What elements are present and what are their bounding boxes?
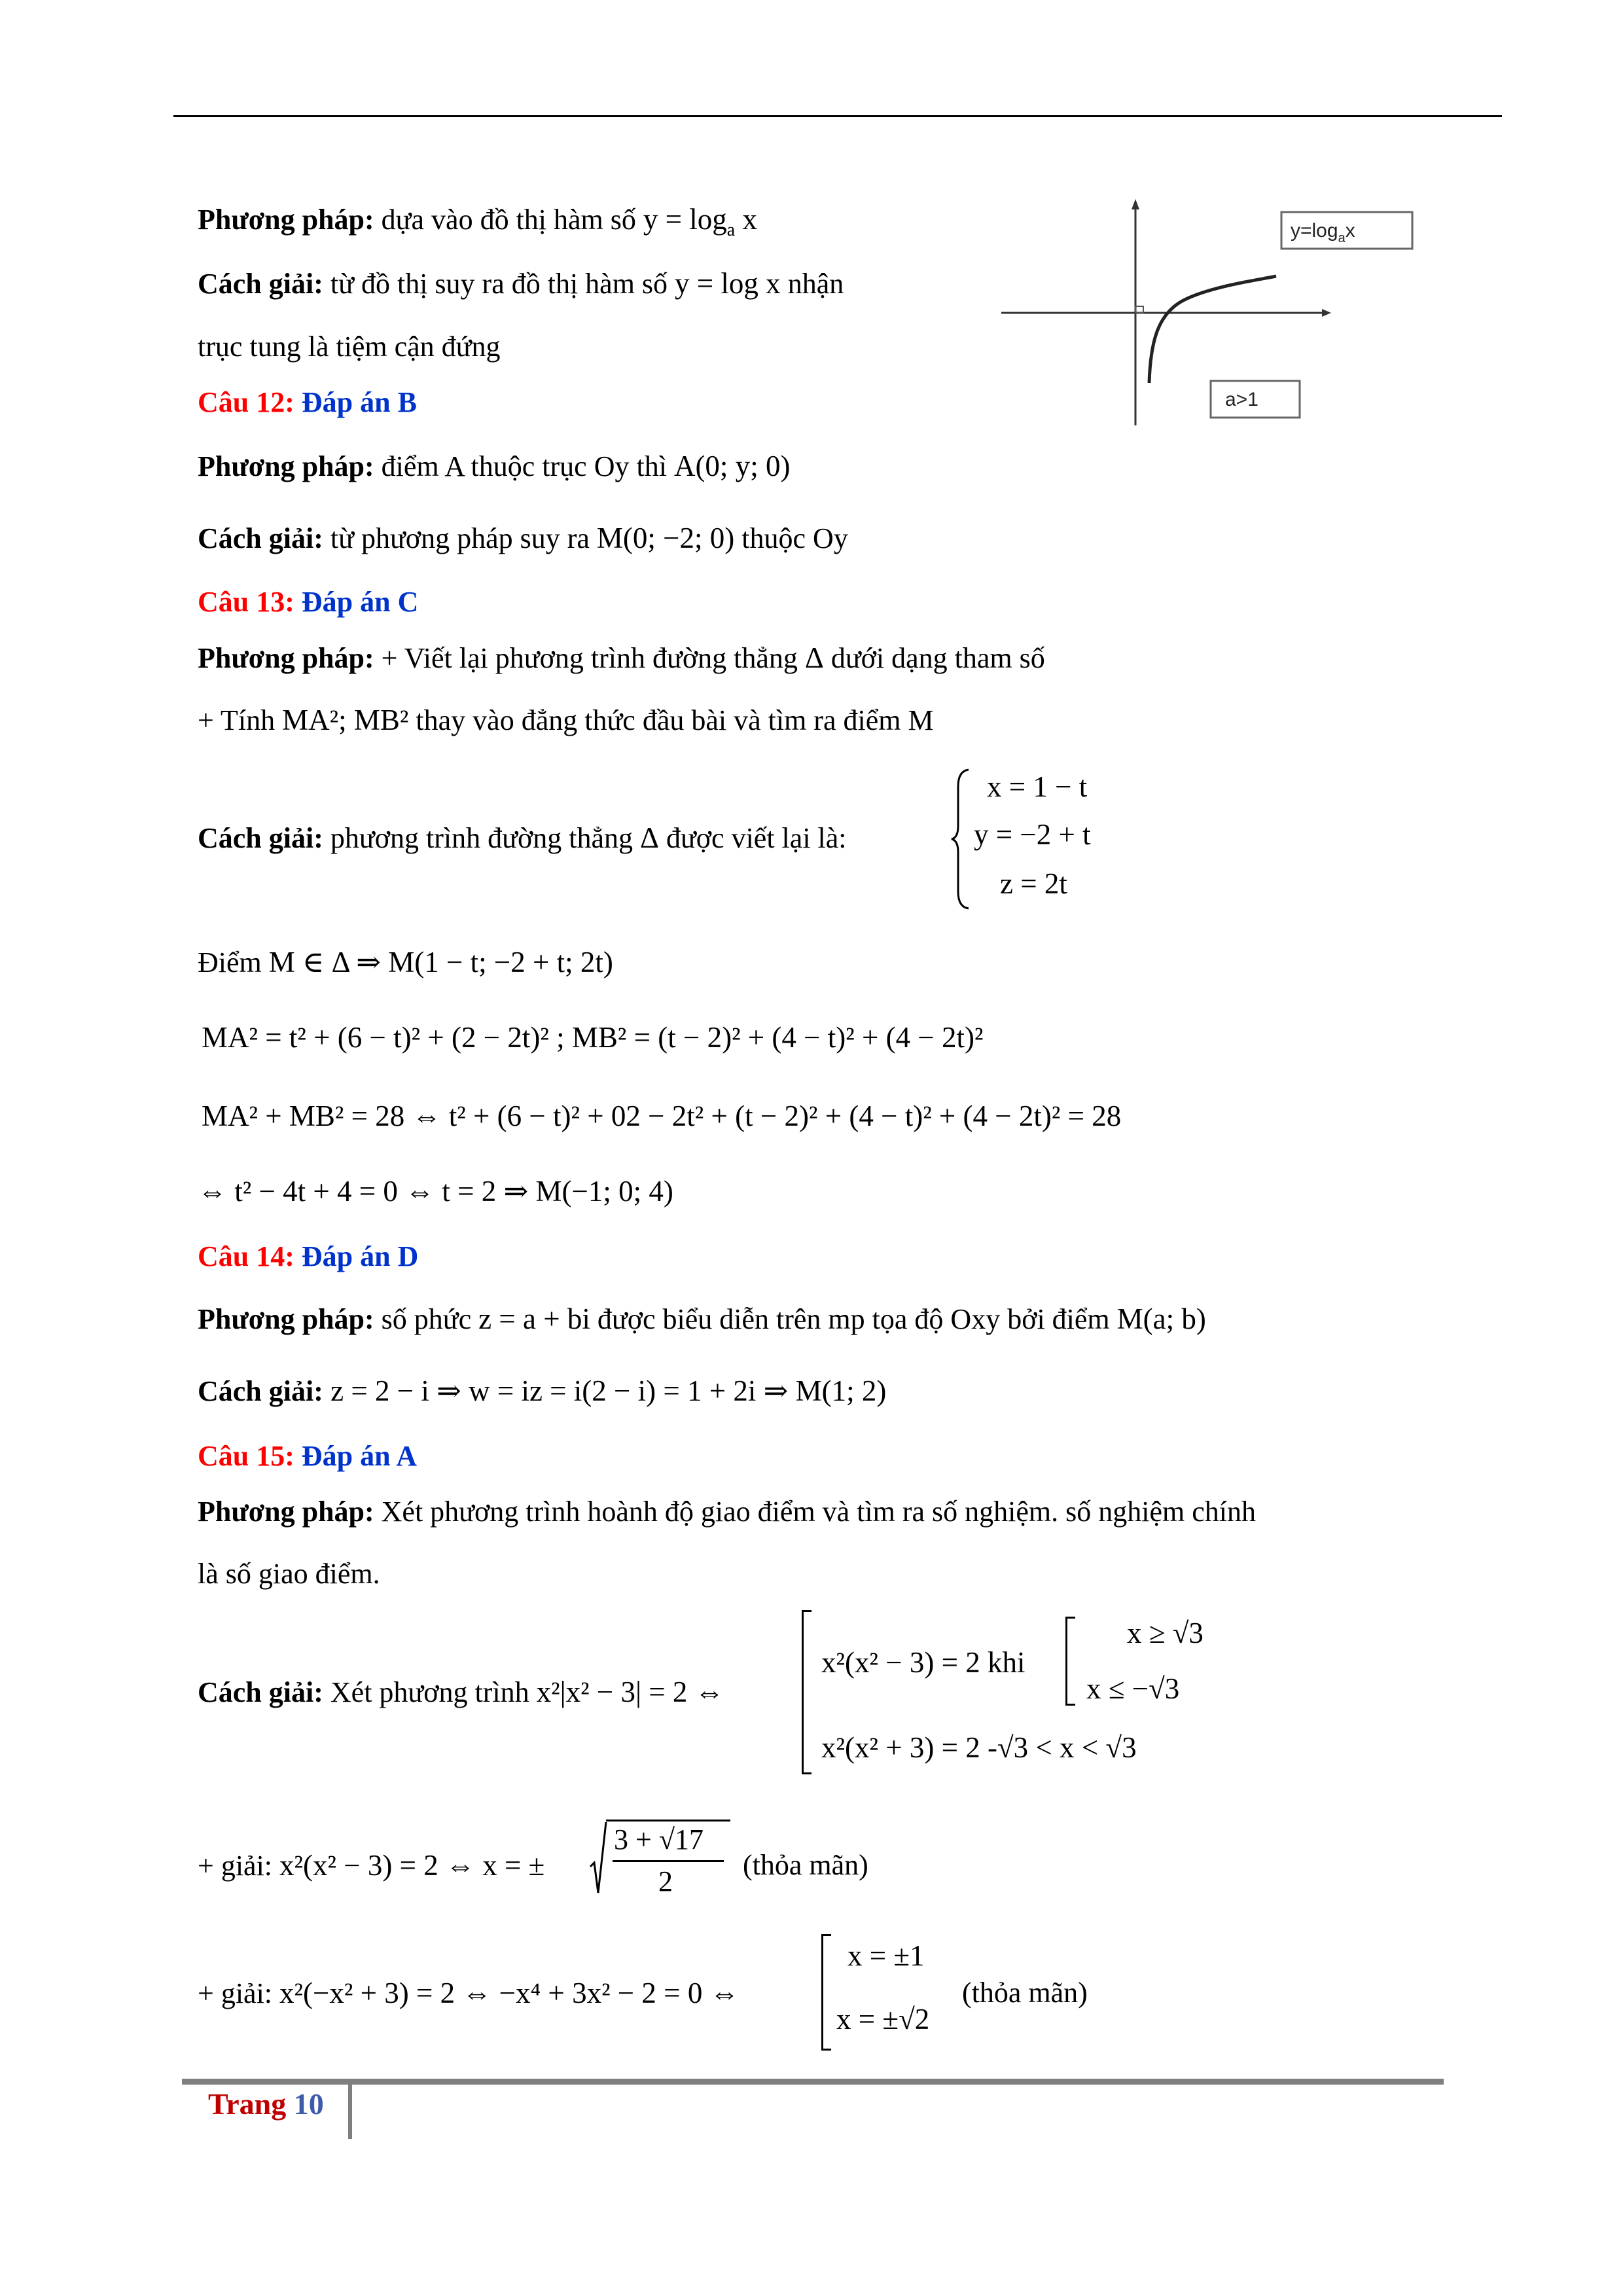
header-rule [173,115,1502,117]
equation-ma-mb: MA² = t² + (6 − t)² + (2 − 2t)² ; MB² = (t − 2)² + (4 − t)² + (4 − 2t)² [202,1021,984,1054]
log-graph-svg [995,196,1466,432]
question-13-heading: Câu 13: Đáp án C [198,586,419,618]
case-1-cond-b: x ≤ −√3 [1086,1672,1180,1705]
system-x: x = 1 − t [987,770,1088,803]
page-number: 10 [293,2087,324,2121]
equation-result: ⇔ t² − 4t + 4 = 0 ⇔ t = 2 ⇒ M(−1; 0; 4) [198,1175,673,1208]
page-footer [208,2087,324,2121]
solve-2-case-b: x = ±√2 [836,2003,930,2036]
x-axis-arrow [1322,309,1331,317]
line-method-12: Phương pháp: điểm A thuộc trục Oy thì A(0; y; 0) [198,450,791,482]
solve-line-1: + giải: x²(x² − 3) = 2 ⇔ x = ± [198,1849,545,1882]
cases-bracket [802,1610,812,1774]
line-method-11: Phương pháp: dựa vào đồ thị hàm số $y = \log_a x$ [198,203,757,240]
question-15-heading: Câu 15: Đáp án A [198,1440,417,1472]
case-1-cond-a: x ≥ √3 [1127,1617,1204,1649]
footer-divider [348,2083,352,2139]
case-2: x²(x² + 3) = 2 -√3 < x < √3 [821,1731,1137,1764]
y-axis-arrow [1132,199,1139,209]
equation-sum: MA² + MB² = 28 ⇔ t² + (6 − t)² + 02 − 2t² + (t − 2)² + (4 − t)² + (4 − 2t)² = 28 [202,1100,1122,1132]
log-curve [1149,276,1276,383]
line-method-13-cont: + Tính MA²; MB² thay vào đẳng thức đầu bài và tìm ra điểm M [198,704,934,736]
case-1-bracket [1065,1617,1075,1706]
fraction-numerator: 3 + √17 [614,1823,704,1856]
solve-line-1-note: (thỏa mãn) [743,1849,868,1881]
question-14-heading: Câu 14: Đáp án D [198,1240,419,1272]
sqrt-sign [589,1820,607,1898]
footer-label: Trang [208,2087,287,2121]
line-method-15: Phương pháp: Xét phương trình hoành độ giao điểm và tìm ra số nghiệm. số nghiệm chính [198,1496,1257,1528]
system-z: z = 2t [1000,867,1067,900]
line-method-15-cont: là số giao điểm. [198,1558,380,1590]
line-solution-14: Cách giải: z = 2 − i ⇒ w = iz = i(2 − i) = 1 + 2i ⇒ M(1; 2) [198,1374,887,1407]
system-y: y = −2 + t [974,818,1091,851]
line-method-14: Phương pháp: số phức z = a + bi được biểu diễn trên mp tọa độ Oxy bởi điểm M(a; b) [198,1302,1206,1335]
line-solution-12: Cách giải: từ phương pháp suy ra M(0; −2; 0) thuộc Oy [198,522,848,554]
question-12-heading: Câu 12: Đáp án B [198,386,417,418]
system-brace [949,767,975,911]
line-solution-11-cont: trục tung là tiệm cận đứng [198,331,501,363]
fraction-denominator: 2 [658,1865,673,1897]
log-graph [995,196,1466,432]
line-point-m: Điểm M ∈ Δ ⇒ M(1 − t; −2 + t; 2t) [198,946,613,978]
footer-rule [182,2079,1444,2085]
legend-function: $y=\log_ax$ [1291,220,1355,245]
fraction-line [613,1860,724,1862]
solve-line-2-note: (thỏa mãn) [962,1977,1088,2009]
line-solution-11: Cách giải: từ đồ thị suy ra đồ thị hàm số y = log x nhận [198,267,844,300]
solve-2-case-a: x = ±1 [847,1939,925,1972]
line-solution-15: Cách giải: Xét phương trình x²|x² − 3| = 2 ⇔ [198,1676,724,1708]
line-solution-13: Cách giải: phương trình đường thẳng Δ được viết lại là: [198,821,847,854]
solve-2-bracket [821,1934,831,2051]
line-method-13: Phương pháp: + Viết lại phương trình đường thẳng Δ dưới dạng tham số [198,641,1045,674]
solve-line-2: + giải: x²(−x² + 3) = 2 ⇔ −x⁴ + 3x² − 2 = 0 ⇔ [198,1977,740,2009]
condition-label: a>1 [1225,389,1258,410]
sqrt-bar [606,1820,730,1821]
case-1: x²(x² − 3) = 2 khi [821,1646,1026,1679]
